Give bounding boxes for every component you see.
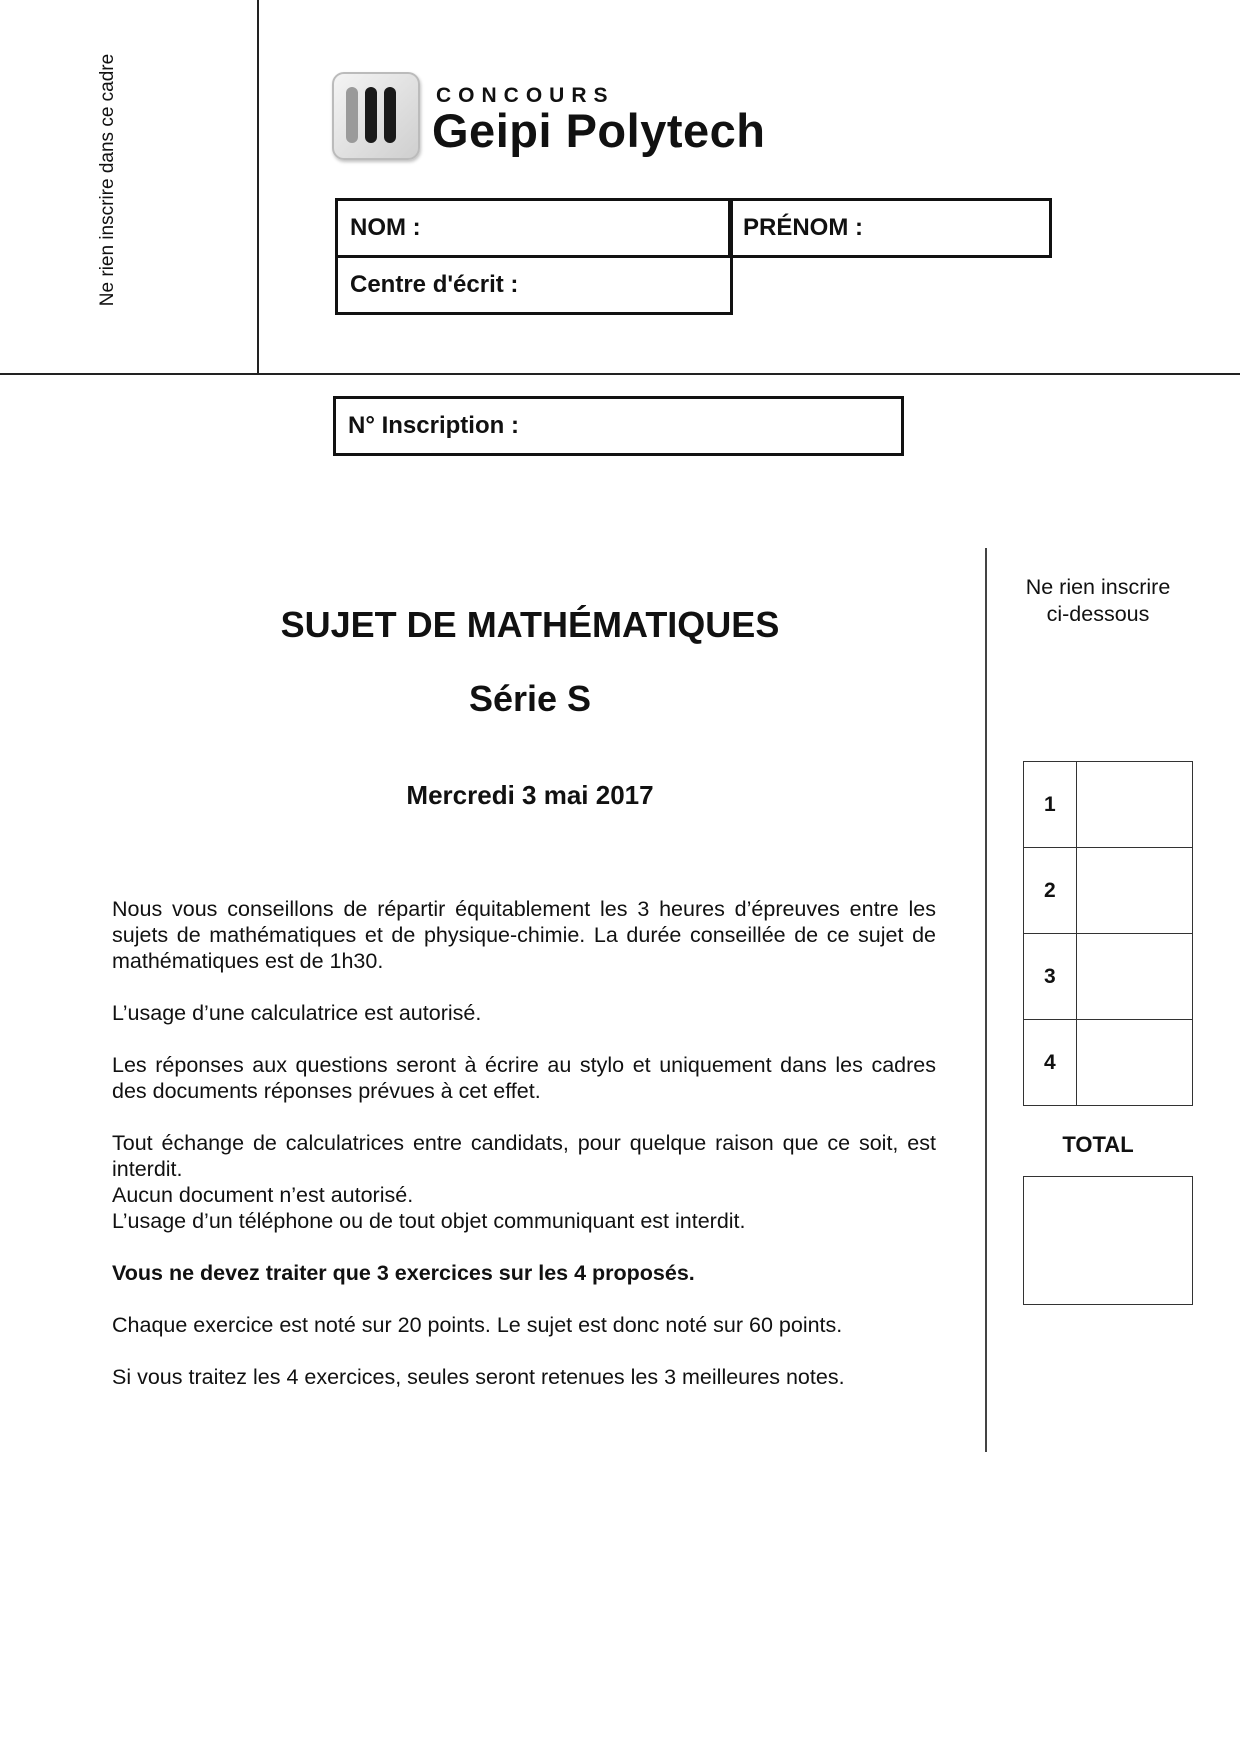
score-table — [1023, 761, 1193, 1106]
total-score-box[interactable] — [1023, 1176, 1193, 1305]
instructions — [112, 896, 936, 1416]
instruction-paragraph: L’usage d’une calculatrice est autorisé. — [112, 1001, 482, 1025]
scoring-divider — [985, 548, 987, 1452]
score-row — [1024, 934, 1193, 1020]
logo-supertitle: CONCOURS — [436, 84, 615, 107]
instruction-paragraph: Si vous traitez les 4 exercices, seules seront retenues les 3 meilleures notes. — [112, 1365, 845, 1389]
instruction-paragraph: Nous vous conseillons de répartir équitablement les 3 heures d’épreuves entre les sujets de mathématiques et de physique-chimie. La durée conseillée de ce sujet de mathématiques est de 1h30. — [112, 897, 936, 973]
instruction-paragraph: Chaque exercice est noté sur 20 points. Le sujet est donc noté sur 60 points. — [112, 1313, 843, 1337]
score-cell[interactable] — [1077, 1020, 1193, 1106]
nom-field[interactable] — [335, 198, 733, 258]
logo-bar-dark — [365, 87, 377, 143]
logo-icon — [332, 72, 420, 160]
instruction-paragraph: Tout échange de calculatrices entre candidats, pour quelque raison que ce soit, est interdit. — [112, 1131, 936, 1181]
margin-note: Ne rien inscrire dans ce cadre — [97, 53, 118, 307]
inscription-field[interactable] — [333, 396, 904, 456]
logo-title: Geipi Polytech — [432, 104, 766, 157]
score-cell[interactable] — [1077, 848, 1193, 934]
scoring-note-line: Ne rien inscrire — [1025, 575, 1171, 599]
score-cell[interactable] — [1077, 762, 1193, 848]
header-divider-vertical — [257, 0, 259, 374]
scoring-note — [990, 574, 1206, 628]
instruction-paragraph: L’usage d’un téléphone ou de tout objet communiquant est interdit. — [112, 1209, 746, 1233]
header-divider-horizontal — [0, 373, 1240, 375]
exercise-number: 1 — [1024, 762, 1077, 848]
centre-label: Centre d'écrit : — [350, 271, 519, 298]
inscription-label: N° Inscription : — [348, 412, 519, 439]
score-row — [1024, 762, 1193, 848]
centre-field[interactable] — [335, 255, 733, 315]
prenom-label: PRÉNOM : — [743, 214, 863, 241]
instruction-emphasis: Vous ne devez traiter que 3 exercices sur les 4 proposés. — [112, 1261, 695, 1285]
logo-bar-light — [346, 87, 358, 143]
exercise-number: 4 — [1024, 1020, 1077, 1106]
page-title: SUJET DE MATHÉMATIQUES — [280, 604, 780, 645]
exam-date: Mercredi 3 mai 2017 — [406, 780, 654, 810]
score-row — [1024, 1020, 1193, 1106]
series-title: Série S — [468, 678, 592, 719]
instruction-paragraph: Les réponses aux questions seront à écrire au stylo et uniquement dans les cadres des documents réponses prévues à cet effet. — [112, 1053, 936, 1103]
exercise-number: 3 — [1024, 934, 1077, 1020]
prenom-field[interactable] — [728, 198, 1052, 258]
instruction-paragraph: Aucun document n’est autorisé. — [112, 1183, 414, 1207]
nom-label: NOM : — [350, 214, 421, 241]
logo-bar-dark — [384, 87, 396, 143]
exercise-number: 2 — [1024, 848, 1077, 934]
scoring-note-line: ci-dessous — [1046, 602, 1150, 626]
score-row — [1024, 848, 1193, 934]
total-label: TOTAL — [1062, 1132, 1134, 1157]
score-cell[interactable] — [1077, 934, 1193, 1020]
